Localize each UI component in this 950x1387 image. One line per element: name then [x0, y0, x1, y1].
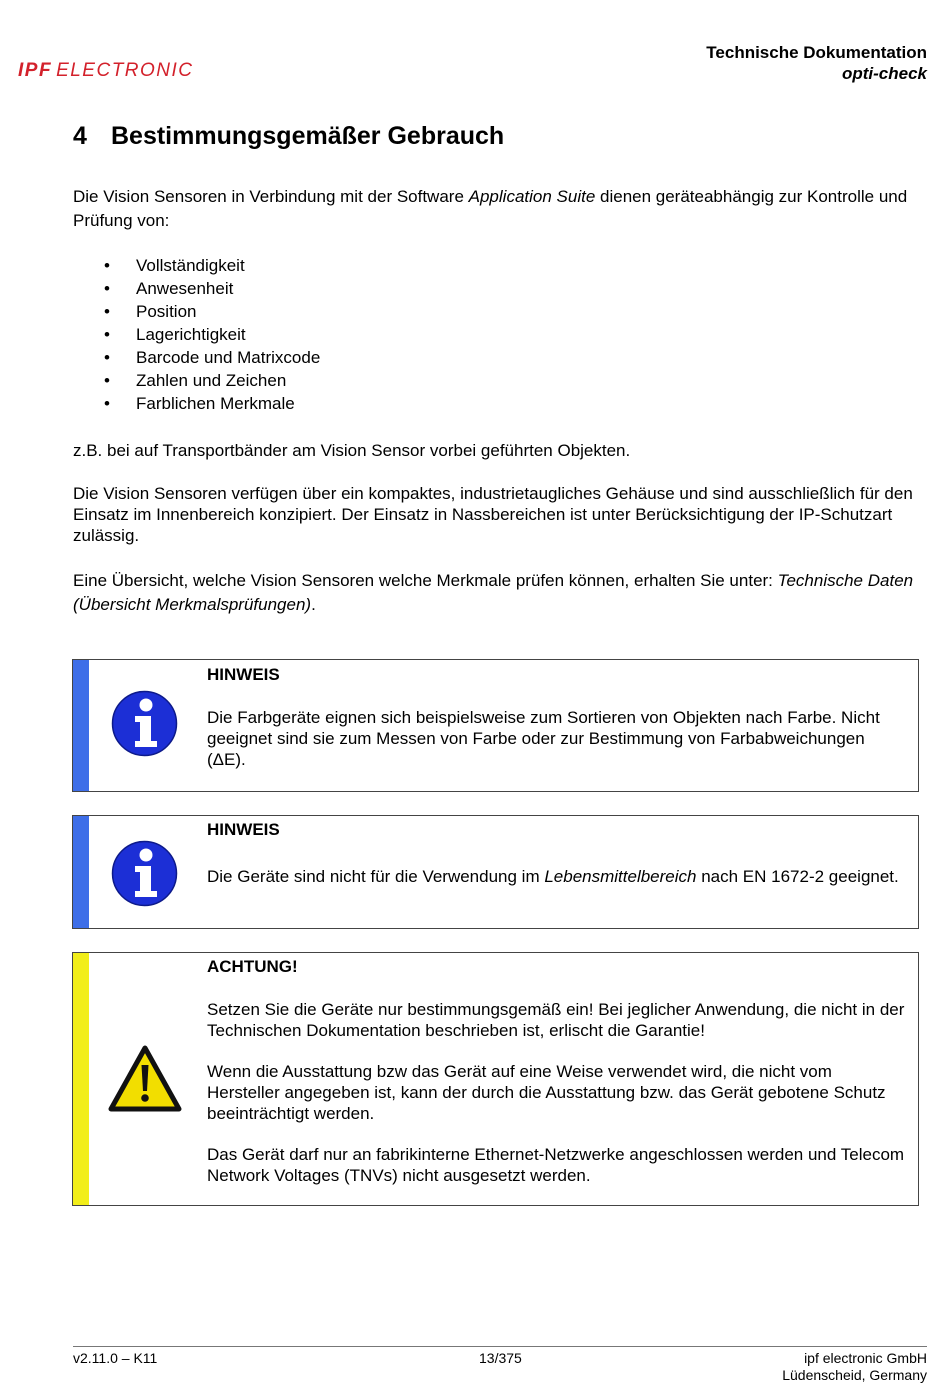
list-item-label: Vollständigkeit: [136, 256, 245, 275]
list-item-label: Zahlen und Zeichen: [136, 371, 287, 390]
bullet-icon: •: [104, 394, 110, 413]
notice-text: Die Farbgeräte eignen sich beispielsweise zum Sortieren von Objekten nach Farbe. Nicht geeignet sind sie zum Messen von Farbe oder zur Bestimmung von Farbabweichungen (ΔE).: [207, 708, 880, 769]
notice-content: [207, 664, 908, 770]
info-icon: [111, 840, 178, 912]
notice-emphasis: Lebensmittelbereich: [544, 867, 697, 886]
list-item: [73, 300, 320, 323]
bullet-icon: •: [104, 302, 110, 321]
bullet-icon: •: [104, 256, 110, 275]
intro-text-end: dienen geräteabhängig zur Kontrolle und Prüfung von:: [73, 187, 908, 230]
list-item-label: Lagerichtigkeit: [136, 325, 246, 344]
document-title: Technische Dokumentation: [706, 43, 927, 62]
bullet-icon: •: [104, 348, 110, 367]
document-subtitle: opti-check: [841, 64, 927, 83]
list-item: [73, 392, 320, 415]
list-item: [73, 254, 320, 277]
warning-text: Das Gerät darf nur an fabrikinterne Ethernet-Netzwerke angeschlossen werden und Telecom Network Voltages (TNVs) nicht ausgesetzt werden.: [207, 1145, 905, 1185]
section-heading: [73, 122, 504, 151]
footer-version: v2.11.0 – K11: [73, 1350, 158, 1366]
logo-brand: IPF: [18, 60, 53, 81]
intro-paragraph: [73, 185, 923, 233]
warning-title: ACHTUNG!: [207, 957, 298, 976]
warning-color-bar: [73, 953, 89, 1205]
notice-content: [207, 819, 908, 889]
section-title: Bestimmungsgemäßer Gebrauch: [111, 122, 505, 150]
warning-content: [207, 956, 908, 1186]
intro-text: Die Vision Sensoren in Verbindung mit der Software: [73, 187, 469, 206]
list-item-label: Farblichen Merkmale: [136, 394, 295, 413]
bullet-icon: •: [104, 371, 110, 390]
list-item: [73, 277, 320, 300]
warning-text: Wenn die Ausstattung bzw das Gerät auf eine Weise verwendet wird, die nicht vom Hersteller angegeben ist, kann der durch die Ausstattung bzw. das Gerät gebotene Schutz beeinträchtigt werden.: [207, 1062, 886, 1123]
warning-text: Setzen Sie die Geräte nur bestimmungsgemäß ein! Bei jeglicher Anwendung, die nicht in der Technischen Dokumentation beschrieben ist, erlischt die Garantie!: [207, 1000, 905, 1040]
overview-link-text: Technische Daten (Übersicht Merkmalsprüfungen): [73, 571, 914, 614]
notice-title: HINWEIS: [207, 820, 280, 839]
notice-text: [207, 865, 908, 889]
notice-text-end: nach EN 1672-2 geeignet.: [696, 867, 899, 886]
example-paragraph: z.B. bei auf Transportbänder am Vision Sensor vorbei geführten Objekten.: [73, 441, 631, 460]
notice-color-bar: [73, 660, 89, 791]
list-item: [73, 346, 320, 369]
housing-paragraph: Die Vision Sensoren verfügen über ein kompaktes, industrietaugliches Gehäuse und sind ausschließlich für den Einsatz im Innenbereich konzipiert. Der Einsatz in Nassbereichen ist unter Berücksichtigung der IP-Schutzart zulässig.: [73, 484, 913, 545]
footer-company-name: ipf electronic GmbH: [804, 1350, 927, 1366]
notice-text-start: Die Geräte sind nicht für die Verwendung im: [207, 867, 545, 886]
document-header: [706, 42, 927, 84]
warning-triangle-icon: [108, 1045, 182, 1118]
list-item: [73, 369, 320, 392]
feature-list: [73, 254, 320, 415]
info-icon: [111, 690, 178, 762]
list-item-label: Barcode und Matrixcode: [136, 348, 321, 367]
footer-company: [782, 1350, 927, 1384]
overview-paragraph: [73, 569, 923, 617]
notice-color-bar: [73, 816, 89, 928]
overview-text: Eine Übersicht, welche Vision Sensoren welche Merkmale prüfen können, erhalten Sie unter:: [73, 571, 778, 590]
section-number: 4: [73, 122, 87, 150]
intro-emphasis: Application Suite: [468, 187, 596, 206]
logo-word: ELECTRONIC: [56, 60, 194, 81]
company-logo: [18, 60, 194, 82]
overview-text-end: .: [311, 595, 316, 614]
list-item-label: Anwesenheit: [136, 279, 234, 298]
footer-company-location: Lüdenscheid, Germany: [782, 1367, 927, 1383]
list-item: [73, 323, 320, 346]
notice-title: HINWEIS: [207, 665, 280, 684]
bullet-icon: •: [104, 279, 110, 298]
footer-page-number: 13/375: [479, 1350, 522, 1366]
bullet-icon: •: [104, 325, 110, 344]
notice-box: [72, 659, 919, 792]
notice-box: [72, 815, 919, 929]
warning-box: [72, 952, 919, 1206]
footer-divider: [73, 1346, 927, 1347]
list-item-label: Position: [136, 302, 197, 321]
